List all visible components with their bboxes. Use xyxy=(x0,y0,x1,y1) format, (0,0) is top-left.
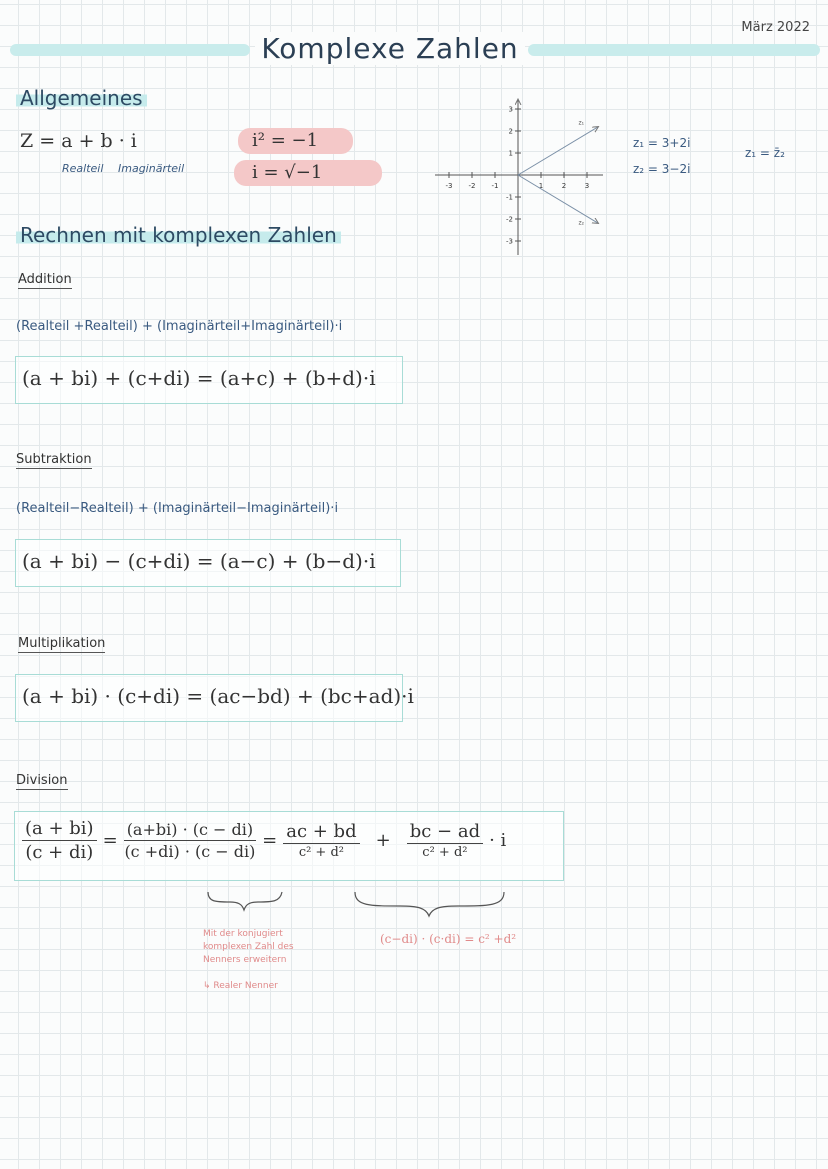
subtraktion-formula: (a + bi) − (c+di) = (a−c) + (b−d)·i xyxy=(22,549,376,573)
division-fraction-4-num: bc − ad xyxy=(407,821,483,844)
y-tick-label: 3 xyxy=(508,105,513,114)
z-definition: Z = a + b · i xyxy=(20,130,137,152)
complex-plane-graph xyxy=(425,95,615,260)
conjugate-relation: z₁ = z̄₂ xyxy=(745,146,785,160)
heading-subtraktion: Subtraktion xyxy=(16,452,92,467)
division-fraction-1 xyxy=(22,818,97,863)
vector-z1 xyxy=(518,127,599,175)
brace-right xyxy=(355,892,504,916)
division-fraction-3 xyxy=(283,821,359,860)
division-plus: + xyxy=(375,830,391,851)
y-tick-label: -1 xyxy=(506,193,513,202)
division-fraction-3-num: ac + bd xyxy=(283,821,359,844)
y-tick-label: 2 xyxy=(508,127,513,136)
division-times-i: · i xyxy=(489,830,507,851)
division-fraction-1-num: (a + bi) xyxy=(22,818,97,841)
x-tick-label: 2 xyxy=(561,182,567,190)
brace-left xyxy=(208,892,282,910)
addition-rule: (Realteil +Realteil) + (Imaginärteil+Imaginärteil)·i xyxy=(16,319,343,334)
division-note-line-3: Nenners erweitern xyxy=(203,955,287,965)
y-tick-label: 1 xyxy=(508,149,513,158)
division-fraction-2 xyxy=(124,820,256,861)
y-tick-label: -3 xyxy=(506,237,513,246)
x-tick-label: -1 xyxy=(491,182,499,190)
y-tick-label: -2 xyxy=(506,215,513,224)
vector-z1-label: z₁ xyxy=(578,119,585,127)
division-equals-1: = xyxy=(102,830,118,851)
heading-addition: Addition xyxy=(18,272,72,287)
page-title-text: Komplexe Zahlen xyxy=(255,32,524,65)
graph-vectors xyxy=(518,120,599,227)
division-fraction-4 xyxy=(407,821,483,860)
z2-equation: z₂ = 3−2i xyxy=(633,162,691,176)
division-note-result: ↳ Realer Nenner xyxy=(203,981,278,991)
division-pink-formula: (c−di) · (c·di) = c² +d² xyxy=(380,932,517,946)
division-note-line-2: komplexen Zahl des xyxy=(203,942,294,952)
multiplikation-formula: (a + bi) · (c+di) = (ac−bd) + (bc+ad)·i xyxy=(22,684,414,708)
heading-multiplikation: Multiplikation xyxy=(18,636,106,651)
heading-division: Division xyxy=(16,773,68,788)
x-tick-label: 3 xyxy=(584,182,590,190)
division-fraction-1-den: (c + di) xyxy=(25,842,94,863)
subtraktion-rule: (Realteil−Realteil) + (Imaginärteil−Imaginärteil)·i xyxy=(16,501,339,516)
x-tick-label: -3 xyxy=(445,182,453,190)
vector-z2-label: z₂ xyxy=(578,219,585,227)
division-formula xyxy=(22,818,506,863)
heading-allgemeines: Allgemeines xyxy=(16,86,147,110)
imaginaerteil-label: Imaginärteil xyxy=(118,162,185,175)
x-tick-label: -2 xyxy=(468,182,476,190)
division-braces xyxy=(200,888,560,920)
realteil-label: Realteil xyxy=(62,162,104,175)
division-note-line-1: Mit der konjugiert xyxy=(203,929,283,939)
i-squared-formula: i² = −1 xyxy=(252,130,319,151)
i-root-formula: i = √−1 xyxy=(252,162,323,183)
division-fraction-2-den: (c +di) · (c − di) xyxy=(124,842,256,861)
division-equals-2: = xyxy=(262,830,278,851)
z1-equation: z₁ = 3+2i xyxy=(633,136,691,150)
division-fraction-3-den: c² + d² xyxy=(298,845,344,860)
division-fraction-4-den: c² + d² xyxy=(422,845,468,860)
page-title xyxy=(0,32,780,65)
date-label: März 2022 xyxy=(741,20,810,35)
addition-formula: (a + bi) + (c+di) = (a+c) + (b+d)·i xyxy=(22,366,376,390)
division-note xyxy=(203,928,294,967)
division-fraction-2-num: (a+bi) · (c − di) xyxy=(124,820,256,841)
x-tick-label: 1 xyxy=(538,182,544,190)
heading-rechnen: Rechnen mit komplexen Zahlen xyxy=(16,223,341,247)
